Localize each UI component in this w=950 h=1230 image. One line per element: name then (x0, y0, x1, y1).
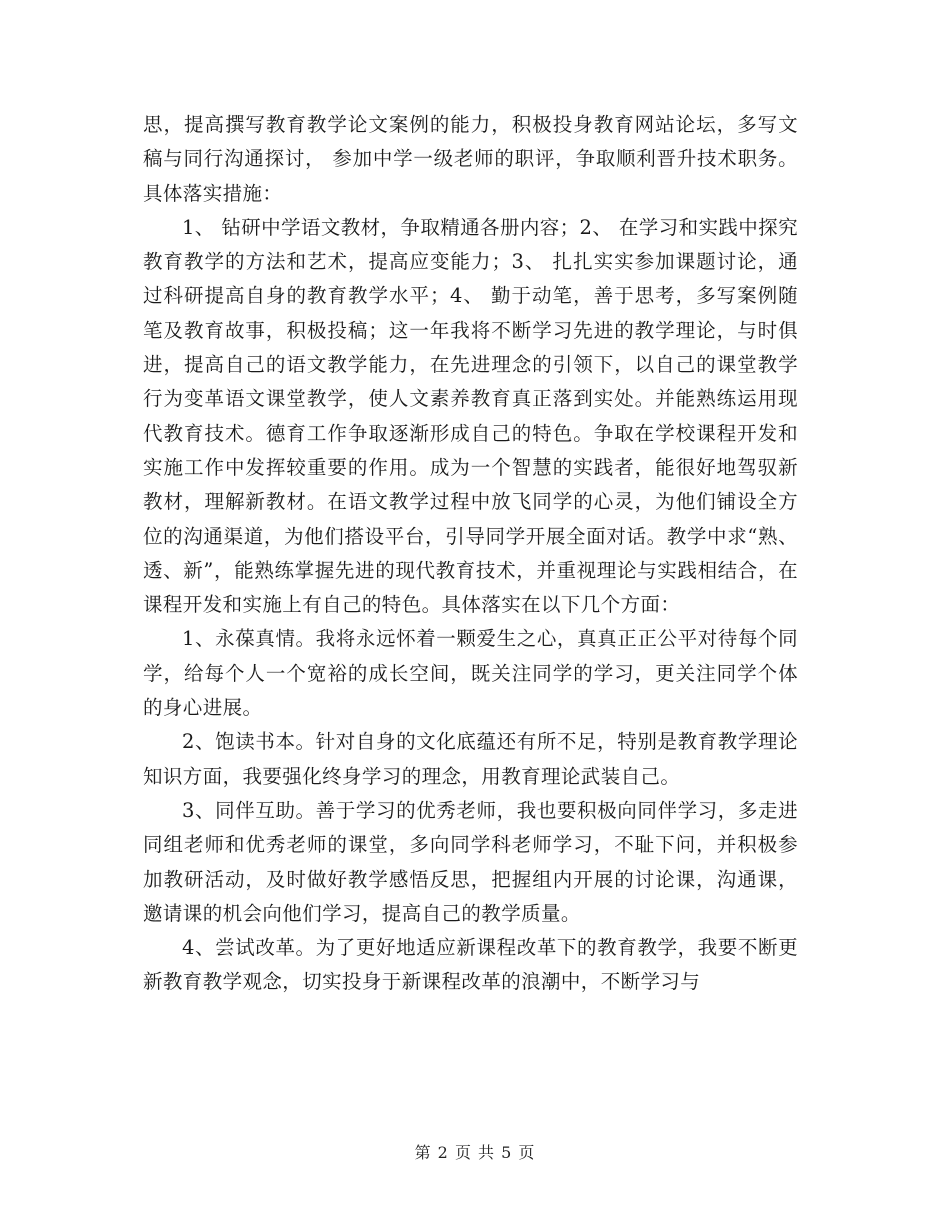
page-number-footer: 第 2 页 共 5 页 (414, 1143, 536, 1162)
paragraph: 4、尝试改革。为了更好地适应新课程改革下的教育教学，我要不断更新教育教学观念，切实投身于新课程改革的浪潮中，不断学习与 (143, 936, 798, 994)
paragraph: 思，提高撰写教育教学论文案例的能力，积极投身教育网站论坛，多写文稿与同行沟通探讨， 参加中学一级老师的职评，争取顺利晋升技术职务。具体落实措施： (143, 113, 798, 205)
paragraph: 1、 钻研中学语文教材，争取精通各册内容；2、 在学习和实践中探究教育教学的方法和艺术，提高应变能力；3、 扎扎实实参加课题讨论，通过科研提高自身的教育教学水平；4、 勤于动笔，善于思考，多写案例随笔及教育故事，积极投稿；这一年我将不断学习先进的教学理论，与时俱进，提高自己的语文教学能力，在先进理念的引领下，以自己的课堂教学行为变革语文课堂教学，使人文素养教育真正落到实处。并能熟练运用现代教育技术。德育工作争取逐渐形成自己的特色。争取在学校课程开发和实施工作中发挥较重要的作用。成为一个智慧的实践者，能很好地驾驭新教材，理解新教材。在语文教学过程中放飞同学的心灵，为他们铺设全方位的沟通渠道，为他们搭设平台，引导同学开展全面对话。教学中求“熟、透、新”，能熟练掌握先进的现代教育技术，并重视理论与实践相结合，在课程开发和实施上有自己的特色。具体落实在以下几个方面： (143, 215, 798, 617)
paragraph: 3、同伴互助。善于学习的优秀老师，我也要积极向同伴学习，多走进同组老师和优秀老师的课堂，多向同学科老师学习，不耻下问，并积极参加教研活动，及时做好教学感悟反思，把握组内开展的讨论课，沟通课，邀请课的机会向他们学习，提高自己的教学质量。 (143, 798, 798, 925)
paragraph: 2、饱读书本。针对自身的文化底蕴还有所不足，特别是教育教学理论知识方面，我要强化终身学习的理念，用教育理论武装自己。 (143, 730, 798, 788)
document-body (143, 108, 798, 1000)
paragraph: 1、永葆真情。我将永远怀着一颗爱生之心，真真正正公平对待每个同学，给每个人一个宽裕的成长空间，既关注同学的学习，更关注同学个体的身心进展。 (143, 627, 798, 720)
